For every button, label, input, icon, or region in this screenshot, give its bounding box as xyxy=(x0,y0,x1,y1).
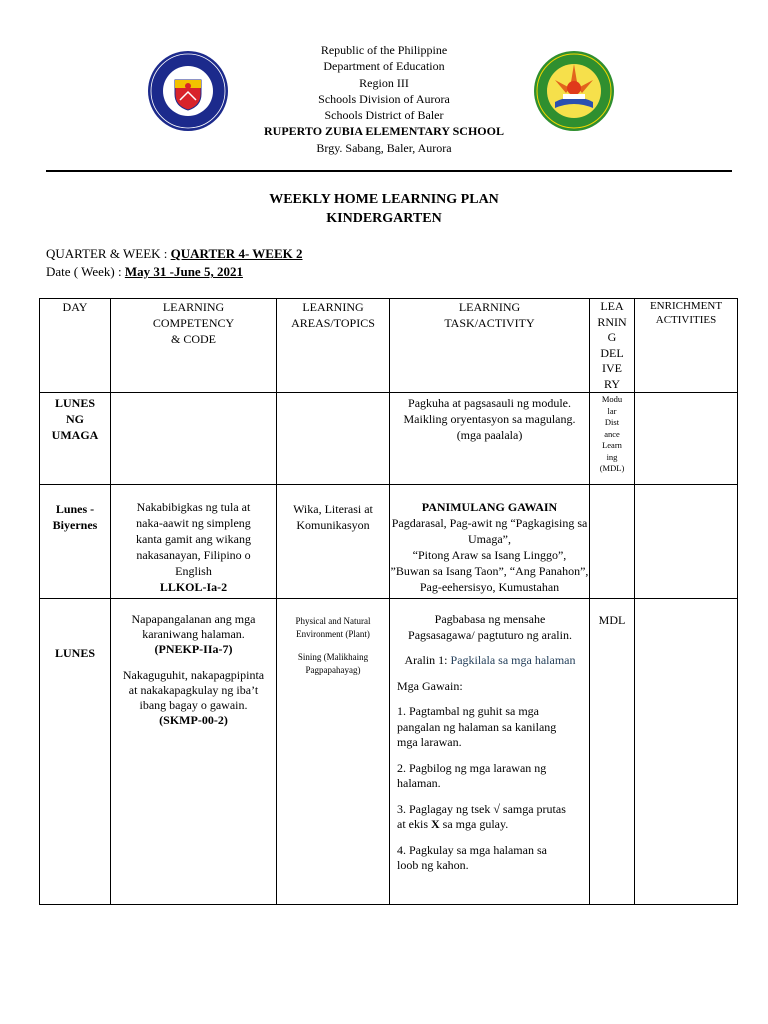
gawain-label: Mga Gawain: xyxy=(397,678,463,693)
delivery-text: Dist xyxy=(604,417,620,427)
letterhead-line: Schools District of Baler xyxy=(324,108,444,123)
day-cell xyxy=(40,599,111,905)
learning-plan-table xyxy=(39,298,738,905)
header-delivery xyxy=(590,299,635,393)
header-task xyxy=(390,299,590,393)
gawain-item-text: sa mga gulay. xyxy=(439,817,509,831)
task-text: Maikling oryentasyon sa magulang. xyxy=(403,412,576,426)
header-areas xyxy=(277,299,390,393)
delivery-cell xyxy=(590,599,635,905)
competency-cell xyxy=(111,599,277,905)
gawain-item-text: loob ng kahon. xyxy=(397,858,469,872)
areas-text: Environment (Plant) xyxy=(296,629,370,639)
gawain-item xyxy=(397,761,583,792)
day-text: Lunes - xyxy=(55,502,95,516)
competency-text: kanta gamit ang wikang xyxy=(136,532,251,546)
header-day-label: DAY xyxy=(62,300,88,314)
delivery-cell xyxy=(590,393,635,485)
day-cell xyxy=(40,393,111,485)
header-text: LEARNING xyxy=(458,300,521,314)
competency-text: Nakabibigkas ng tula at xyxy=(136,500,251,514)
day-text: Biyernes xyxy=(52,518,98,532)
header-competency xyxy=(111,299,277,393)
competency-text: English xyxy=(175,564,212,578)
gawain-item xyxy=(397,704,583,751)
header-text: COMPETENCY xyxy=(152,316,235,330)
delivery-text: ance xyxy=(604,428,620,439)
gawain-item-text: at ekis xyxy=(397,817,431,831)
task-text: Pagbabasa ng mensahe xyxy=(434,612,546,626)
header-text: ACTIVITIES xyxy=(655,314,717,326)
header-text: IVE xyxy=(602,361,622,375)
areas-text: Sining (Malikhaing xyxy=(297,652,369,662)
task-text: Pagkuha at pagsasauli ng module. xyxy=(408,396,571,410)
header-text: RY xyxy=(603,376,620,391)
ekis-mark: X xyxy=(431,817,440,831)
document-letterhead xyxy=(0,42,768,156)
task-text: (mga paalala) xyxy=(456,428,523,442)
delivery-text: Learn xyxy=(602,440,622,450)
competency-text: karaniwang halaman. xyxy=(142,627,245,641)
competency-text: ibang bagay o gawain. xyxy=(139,698,248,712)
header-text: LEARNING xyxy=(162,300,225,314)
task-text: Pagdarasal, Pag-awit ng “Pagkagising sa xyxy=(391,516,588,530)
competency-code: LLKOL-Ia-2 xyxy=(159,580,228,594)
enrichment-cell xyxy=(635,393,738,485)
quarter-label: QUARTER & WEEK : xyxy=(46,246,168,261)
table-header-row xyxy=(40,299,738,393)
task-cell xyxy=(390,485,590,599)
header-text: LEA xyxy=(600,299,624,313)
day-text: LUNES xyxy=(54,646,95,660)
competency-text: nakasanayan, Filipino o xyxy=(136,548,251,562)
gawain-item-text: 3. Paglagay ng tsek √ samga prutas xyxy=(397,801,566,816)
delivery-text: (MDL) xyxy=(599,463,625,473)
table-row xyxy=(40,393,738,485)
table-row xyxy=(40,599,738,905)
task-text: Umaga”, xyxy=(468,532,511,546)
task-cell xyxy=(390,393,590,485)
competency-text: at nakakapagkulay ng iba’t xyxy=(128,683,259,697)
header-text: LEARNING xyxy=(302,300,364,314)
delivery-text: Modu xyxy=(601,394,623,404)
gawain-item xyxy=(397,802,583,833)
aralin-label: Aralin 1: xyxy=(404,653,451,667)
date-label: Date ( Week) : xyxy=(46,264,122,279)
letterhead-line: Schools Division of Aurora xyxy=(318,91,450,106)
gawain-item-text: 2. Pagbilog ng mga larawan ng xyxy=(397,760,547,775)
day-text: UMAGA xyxy=(51,428,99,442)
competency-text: Napapangalanan ang mga xyxy=(131,612,256,626)
aralin-title: Pagkilala sa mga halaman xyxy=(450,653,576,667)
gawain-item-text: mga larawan. xyxy=(397,735,462,749)
quarter-value: QUARTER 4- WEEK 2 xyxy=(170,246,303,261)
letterhead-line: Department of Education xyxy=(323,59,445,74)
gawain-item-text xyxy=(397,817,583,833)
competency-code: (SKMP-00-2) xyxy=(159,713,228,727)
header-text: ENRICHMENT xyxy=(649,300,723,312)
header-text: AREAS/TOPICS xyxy=(291,316,375,330)
delivery-cell xyxy=(590,485,635,599)
gawain-item-text: 4. Pagkulay sa mga halaman sa xyxy=(397,842,547,857)
task-cell xyxy=(390,599,590,905)
header-enrichment xyxy=(635,299,738,393)
areas-text: Pagpapahayag) xyxy=(305,665,361,675)
day-cell xyxy=(40,485,111,599)
competency-text: Nakaguguhit, nakapagpipinta xyxy=(122,668,265,682)
delivery-text: lar xyxy=(607,405,617,416)
task-title: PANIMULANG GAWAIN xyxy=(421,500,558,514)
aralin-line xyxy=(397,653,583,669)
areas-cell xyxy=(277,393,390,485)
competency-text: naka-aawit ng simpleng xyxy=(136,516,251,530)
header-text: TASK/ACTIVITY xyxy=(444,316,535,330)
table-row xyxy=(40,485,738,599)
competency-code: (PNEKP-IIa-7) xyxy=(154,642,233,656)
areas-cell xyxy=(277,485,390,599)
header-text: DEL xyxy=(600,345,624,360)
task-text: ”Buwan sa Isang Taon”, “Ang Panahon”, xyxy=(390,564,589,578)
header-divider xyxy=(46,170,732,172)
date-line xyxy=(46,264,243,280)
header-day xyxy=(40,299,111,393)
gawain-item xyxy=(397,843,583,874)
areas-text: Physical and Natural xyxy=(295,616,371,626)
task-text: Pagsasagawa/ pagtuturo ng aralin. xyxy=(408,627,572,642)
title-line-1: WEEKLY HOME LEARNING PLAN xyxy=(269,192,499,207)
quarter-week-line xyxy=(46,246,303,262)
day-text: LUNES xyxy=(54,396,95,410)
gawain-item-text: 1. Pagtambal ng guhit sa mga xyxy=(397,704,539,718)
enrichment-cell xyxy=(635,599,738,905)
letterhead-line: Region III xyxy=(359,75,409,90)
task-text: “Pitong Araw sa Isang Linggo”, xyxy=(412,548,567,562)
school-address: Brgy. Sabang, Baler, Aurora xyxy=(316,140,452,155)
task-text: Pag-eehersisyo, Kumustahan xyxy=(419,580,560,594)
competency-cell xyxy=(111,485,277,599)
letterhead-line: Republic of the Philippine xyxy=(320,43,448,57)
areas-text: Komunikasyon xyxy=(296,518,370,532)
header-text: G xyxy=(607,330,617,344)
competency-cell xyxy=(111,393,277,485)
gawain-item-text: halaman. xyxy=(397,776,441,790)
areas-cell xyxy=(277,599,390,905)
date-value: May 31 -June 5, 2021 xyxy=(124,264,243,279)
gawain-item-text: pangalan ng halaman sa kanilang xyxy=(397,719,557,734)
header-text: RNIN xyxy=(597,314,627,329)
school-name: RUPERTO ZUBIA ELEMENTARY SCHOOL xyxy=(264,124,504,139)
enrichment-cell xyxy=(635,485,738,599)
areas-text: Wika, Literasi at xyxy=(293,502,373,516)
delivery-text: MDL xyxy=(598,613,626,627)
title-line-2: KINDERGARTEN xyxy=(326,211,442,226)
header-text: & CODE xyxy=(171,332,216,346)
delivery-text: ing xyxy=(606,451,618,462)
day-text: NG xyxy=(66,412,84,426)
document-title xyxy=(0,190,768,228)
